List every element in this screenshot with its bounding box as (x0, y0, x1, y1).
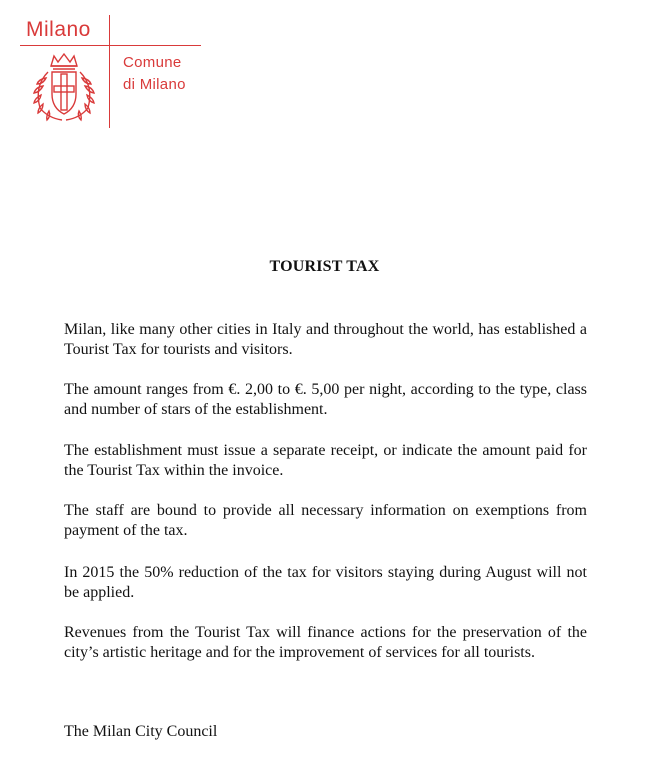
di-milano-label: di Milano (123, 76, 186, 93)
letterhead-vertical-rule (109, 15, 110, 128)
signature: The Milan City Council (64, 723, 218, 740)
comune-label: Comune (123, 54, 182, 71)
paragraph-receipt: The establishment must issue a separate receipt, or indicate the amount paid for the Tourist Tax within the invoice. (64, 442, 587, 479)
milan-coat-of-arms-icon (24, 50, 104, 124)
paragraph-revenues: Revenues from the Tourist Tax will finance actions for the preservation of the city’s artistic heritage and for the improvement of services for all tourists. (64, 624, 587, 661)
document-title: TOURIST TAX (269, 258, 380, 275)
letterhead-horizontal-rule (20, 45, 201, 46)
letterhead (0, 0, 649, 140)
paragraph-exemptions: The staff are bound to provide all necessary information on exemptions from payment of the tax. (64, 502, 587, 539)
paragraph-reduction: In 2015 the 50% reduction of the tax for visitors staying during August will not be applied. (64, 564, 587, 601)
paragraph-intro: Milan, like many other cities in Italy and throughout the world, has established a Tourist Tax for tourists and visitors. (64, 321, 587, 358)
paragraph-amount: The amount ranges from €. 2,00 to €. 5,00 per night, according to the type, class and number of stars of the establishment. (64, 381, 587, 418)
city-name: Milano (26, 18, 91, 41)
